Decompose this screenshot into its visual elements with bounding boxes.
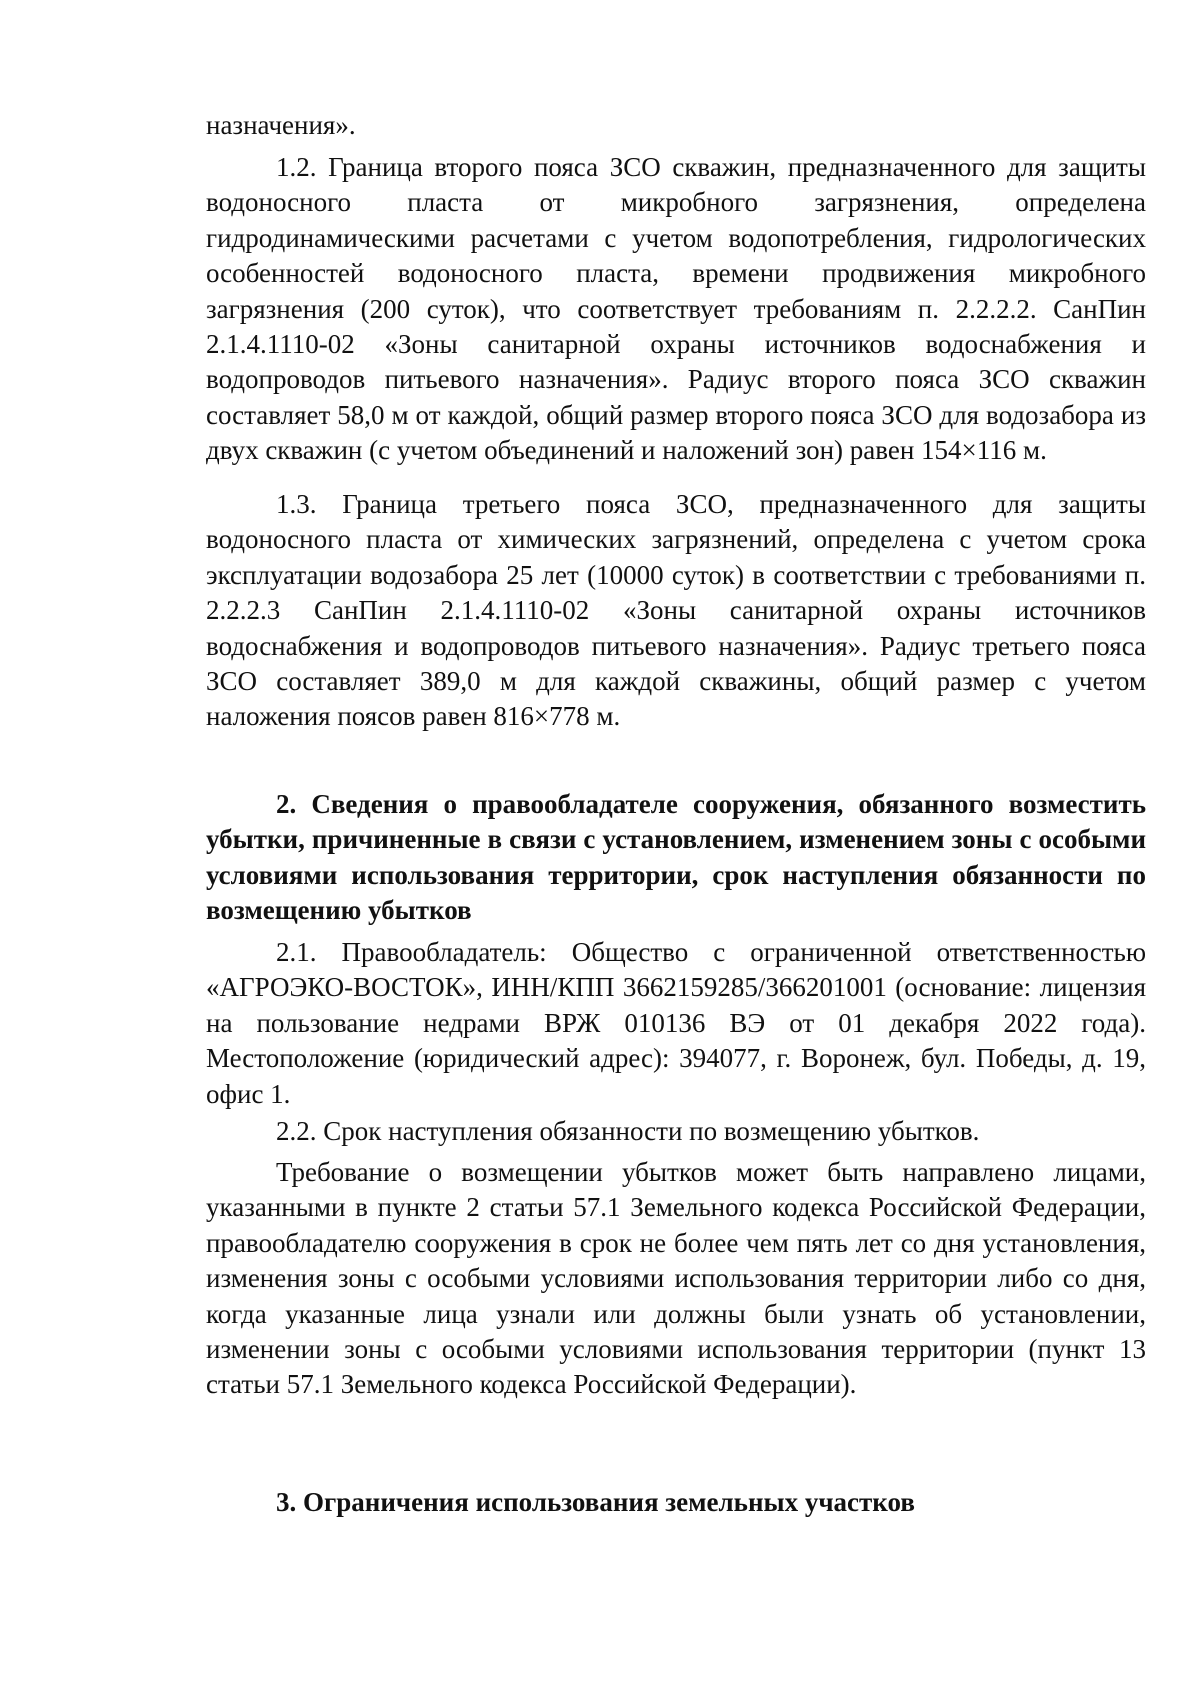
paragraph-1-3: 1.3. Граница третьего пояса ЗСО, предназначенного для защиты водоносного пласта от химических загрязнений, определена с учетом срока эксплуатации водозабора 25 лет (10000 суток) в соответствии с требованиями п. 2.2.2.3 СанПин 2.1.4.1110-02 «Зоны санитарной охраны источников водоснабжения и водопроводов питьевого назначения». Радиус третьего пояса ЗСО составляет 389,0 м для каждой скважины, общий размер с учетом наложения поясов равен 816×778 м. [206, 489, 1146, 732]
section-2-heading: 2. Сведения о правообладателе сооружения, обязанного возместить убытки, причиненные в связи с установлением, изменением зоны с особыми условиями использования территории, срок наступления обязанности по возмещению убытков [206, 789, 1146, 926]
paragraph-1-2: 1.2. Граница второго пояса ЗСО скважин, предназначенного для защиты водоносного пласта от микробного загрязнения, определена гидродинамическими расчетами с учетом водопотребления, гидрологических особенностей водоносного пласта, времени продвижения микробного загрязнения (200 суток), что соответствует требованиям п. 2.2.2.2. СанПин 2.1.4.1110-02 «Зоны санитарной охраны источников водоснабжения и водопроводов питьевого назначения». Радиус второго пояса ЗСО скважин составляет 58,0 м от каждой, общий размер второго пояса ЗСО для водозабора из двух скважин (с учетом объединений и наложений зон) равен 154×116 м. [206, 152, 1146, 466]
paragraph-2-2-body: Требование о возмещении убытков может быть направлено лицами, указанными в пункте 2 статьи 57.1 Земельного кодекса Российской Федерации, правообладателю сооружения в срок не более чем пять лет со дня установления, изменения зоны с особыми условиями использования территории либо со дня, когда указанные лица узнали или должны были узнать об установлении, изменении зоны с особыми условиями использования территории (пункт 13 статьи 57.1 Земельного кодекса Российской Федерации). [206, 1157, 1146, 1400]
paragraph-2-1: 2.1. Правообладатель: Общество с ограниченной ответственностью «АГРОЭКО-ВОСТОК», ИНН/КПП 3662159285/366201001 (основание: лицензия на пользование недрами ВРЖ 010136 ВЭ от 01 декабря 2022 года). Местоположение (юридический адрес): 394077, г. Воронеж, бул. Победы, д. 19, офис 1. [206, 937, 1146, 1109]
paragraph-2-2: 2.2. Срок наступления обязанности по возмещению убытков. [276, 1116, 980, 1146]
section-3-heading: 3. Ограничения использования земельных участков [276, 1487, 915, 1517]
paragraph-continuation: назначения». [206, 110, 356, 140]
